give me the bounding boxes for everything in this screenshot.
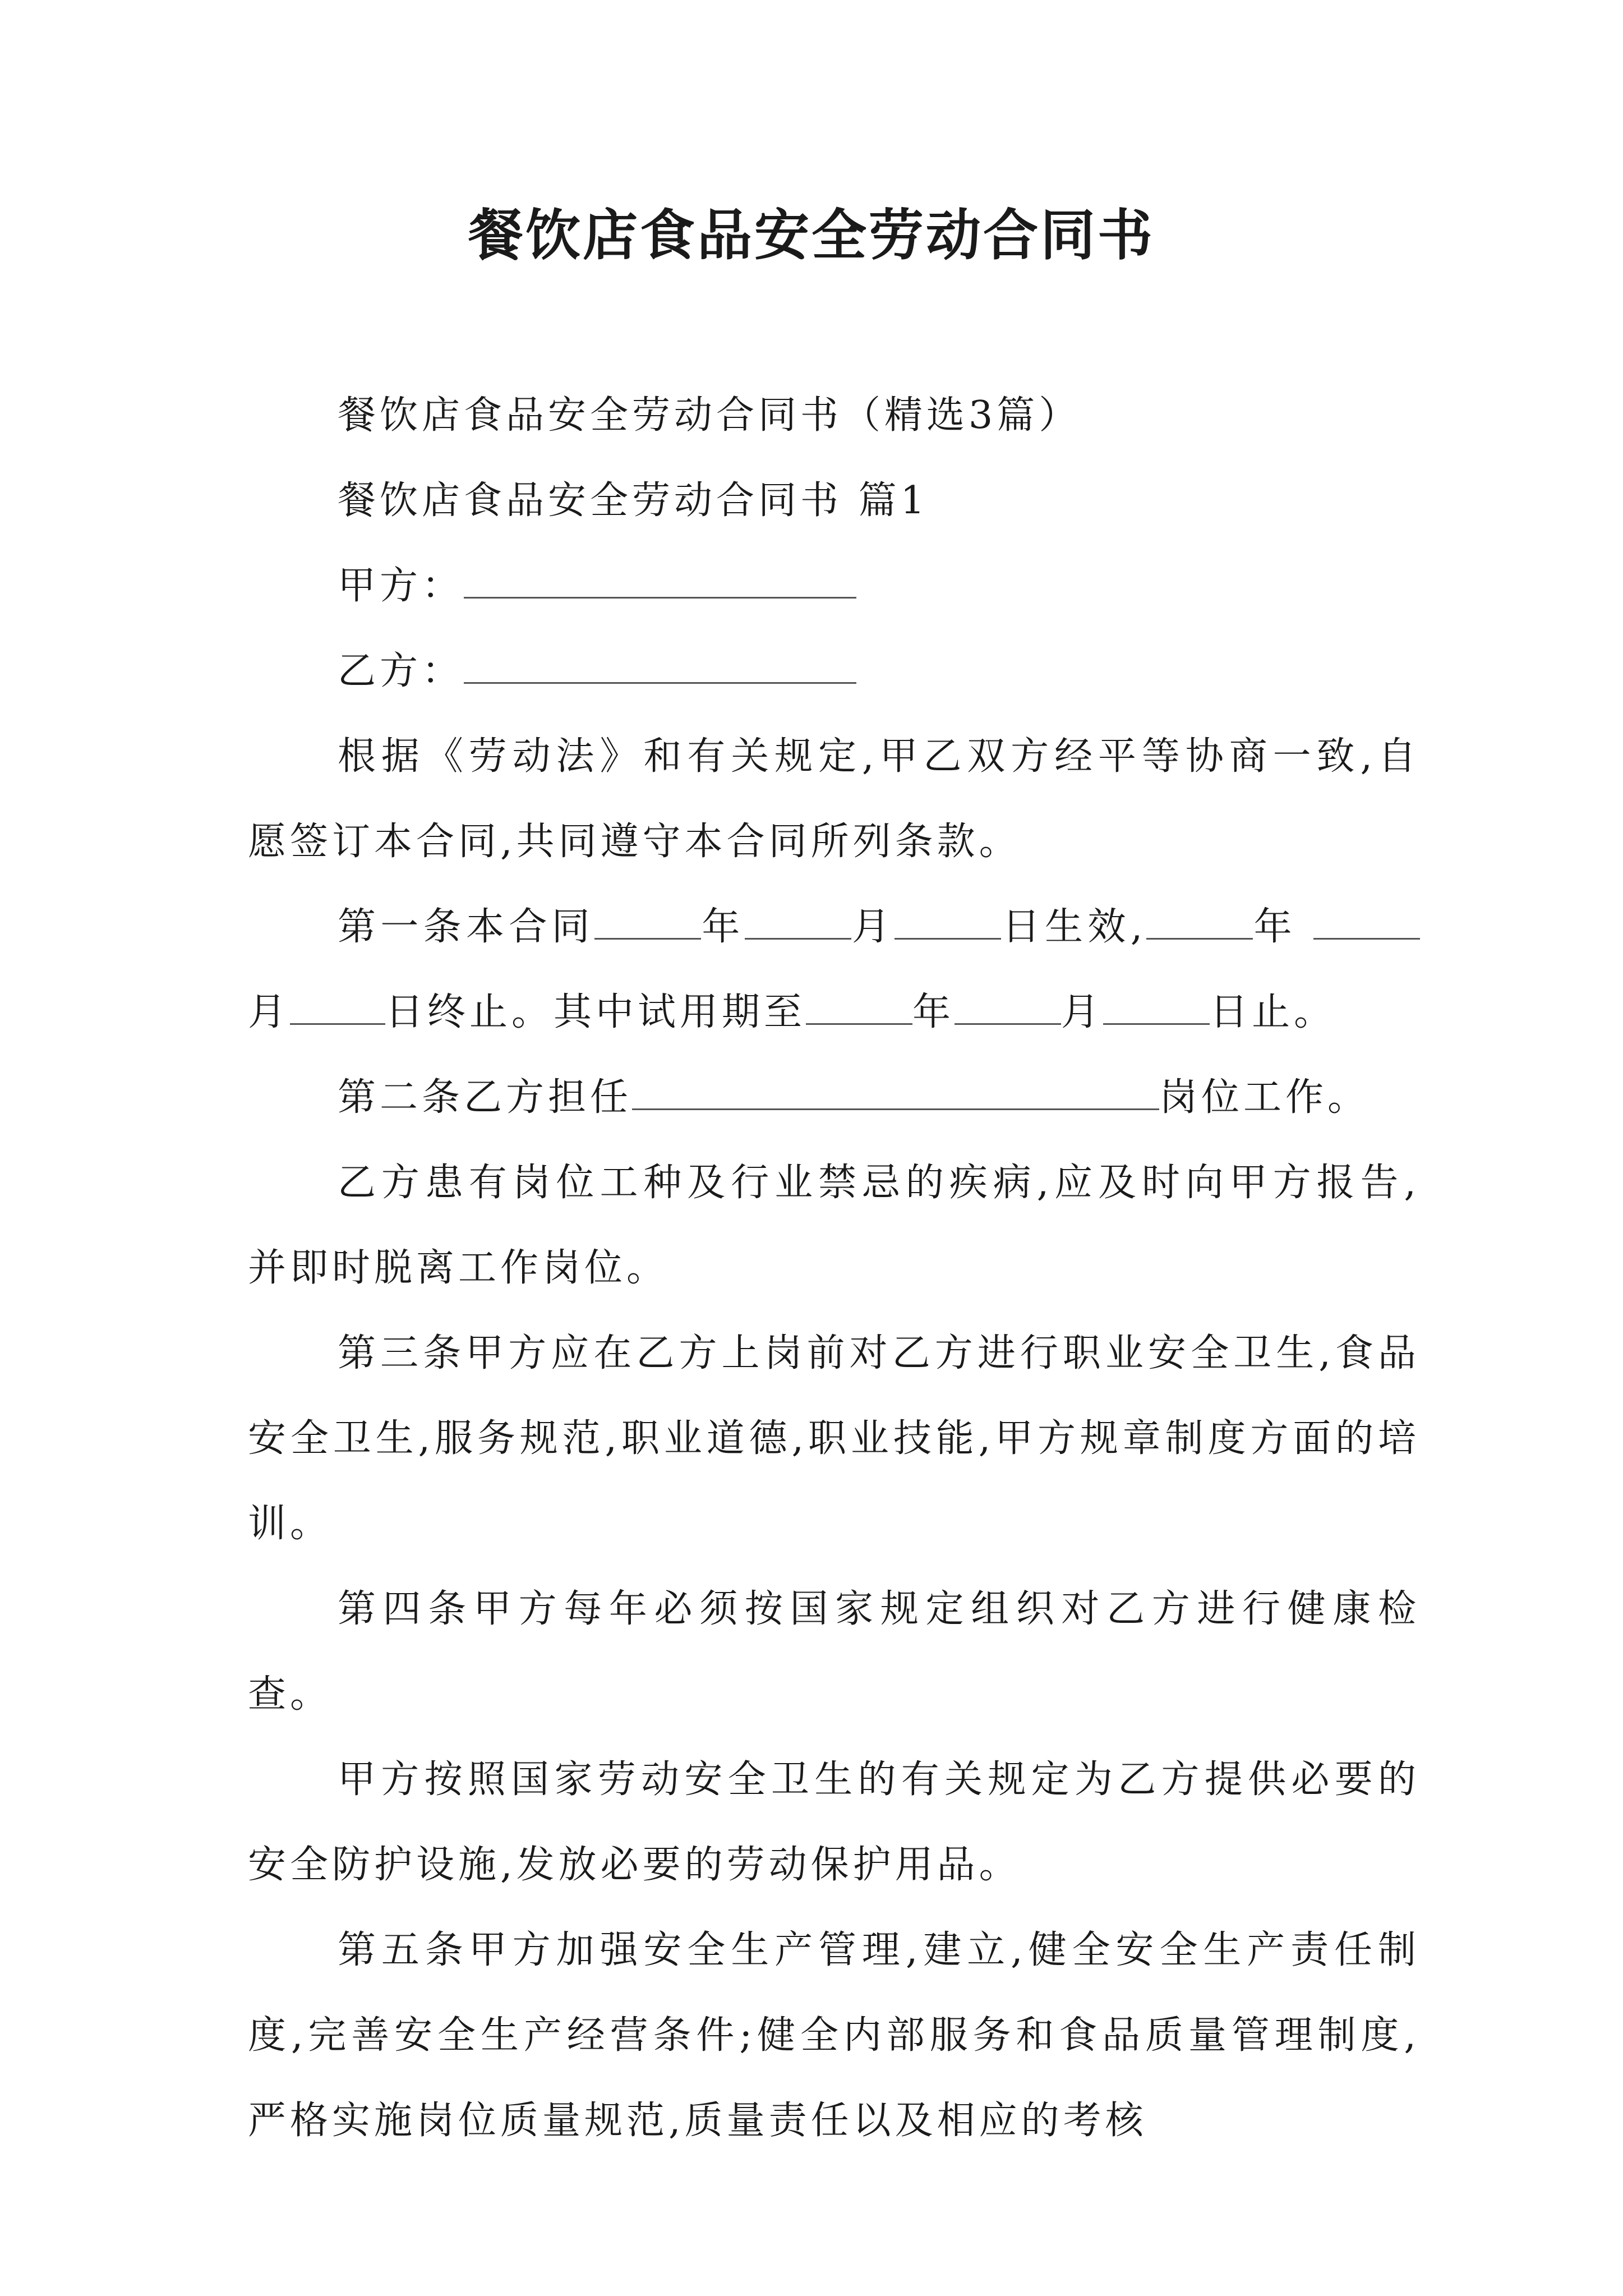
day-text: 日止。: [1210, 990, 1336, 1034]
blank: [895, 904, 1001, 940]
month-label: 月: [851, 905, 895, 949]
party-b-line: [248, 629, 1420, 714]
year-label: 年: [1253, 905, 1297, 949]
blank: [1103, 990, 1210, 1025]
article-1-prefix: 第一条本合同: [338, 905, 595, 949]
party-b-label: 乙方：: [338, 649, 464, 693]
blank: [1146, 904, 1253, 940]
blank: [806, 990, 912, 1025]
blank: [745, 904, 851, 940]
section-heading: 餐饮店食品安全劳动合同书 篇1: [338, 478, 929, 523]
party-a-line: [248, 544, 1420, 629]
article-3: 第三条甲方应在乙方上岗前对乙方进行职业安全卫生,食品安全卫生,服务规范,职业道德,职业技能,甲方规章制度方面的培训。: [248, 1331, 1420, 1546]
year-label: 年: [701, 905, 745, 949]
party-a-blank: [464, 563, 856, 599]
position-blank: [632, 1075, 1159, 1110]
blank: [955, 990, 1061, 1025]
blank: [1313, 904, 1420, 940]
protection-paragraph: 甲方按照国家劳动安全卫生的有关规定为乙方提供必要的安全防护设施,发放必要的劳动保护用品。: [248, 1757, 1420, 1887]
subtitle: 餐饮店食品安全劳动合同书（精选3篇）: [338, 393, 1081, 438]
article-1: [248, 885, 1420, 1055]
party-b-blank: [464, 648, 856, 684]
blank: [594, 904, 701, 940]
blank: [290, 990, 385, 1025]
document-body: [248, 373, 1420, 2164]
intro-paragraph: 根据《劳动法》和有关规定,甲乙双方经平等协商一致,自愿签订本合同,共同遵守本合同所列条款。: [248, 734, 1420, 864]
end-text: 日终止。其中试用期至: [385, 990, 806, 1034]
article-5: 第五条甲方加强安全生产管理,建立,健全安全生产责任制度,完善安全生产经营条件;健全内部服务和食品质量管理制度,严格实施岗位质量规范,质量责任以及相应的考核: [248, 1928, 1420, 2143]
document-title: 餐饮店食品安全劳动合同书: [468, 203, 1155, 268]
article-2: [248, 1055, 1420, 1140]
article-2-prefix: 第二条乙方担任: [338, 1075, 633, 1120]
party-a-label: 甲方：: [338, 564, 464, 608]
year-label: 年: [912, 990, 955, 1034]
effective-text: 日生效,: [1001, 905, 1147, 949]
month-label: 月: [1061, 990, 1104, 1034]
disease-paragraph: 乙方患有岗位工种及行业禁忌的疾病,应及时向甲方报告,并即时脱离工作岗位。: [248, 1161, 1420, 1290]
month-label: 月: [248, 990, 291, 1034]
article-2-suffix: 岗位工作。: [1159, 1075, 1370, 1120]
article-4: 第四条甲方每年必须按国家规定组织对乙方进行健康检查。: [248, 1587, 1420, 1717]
